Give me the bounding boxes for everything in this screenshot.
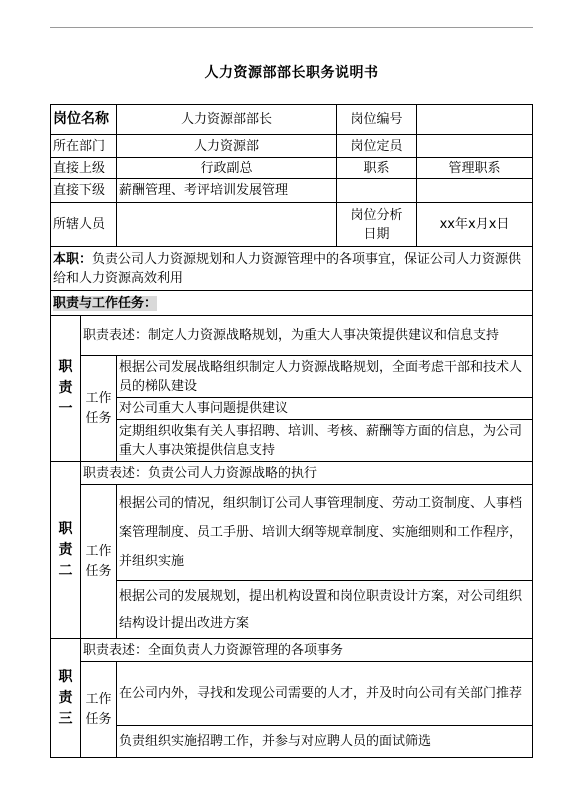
duty-2-label: 职责二	[51, 462, 81, 639]
duty-1-task-1-row	[51, 356, 533, 398]
duty-2-task-1: 根据公司的情况，组织制订公司人事管理制度、劳动工资制度、人事档案管理制度、员工手册、培训大纲等规章制度、实施细则和工作程序，并组织实施	[117, 485, 533, 581]
headcount-label: 岗位定员	[337, 135, 417, 158]
summary-cell	[51, 247, 533, 291]
analysis-date-label: 岗位分析日期	[337, 203, 417, 247]
duty-1-description: 职责表述：制定人力资源战略规划，为重大人事决策提供建议和信息支持	[81, 316, 533, 356]
document-title: 人力资源部部长职务说明书	[204, 65, 379, 81]
duty-3-label: 职责三	[51, 639, 81, 758]
department-label: 所在部门	[51, 135, 117, 158]
analysis-date-value: xx年x月x日	[417, 203, 533, 247]
job-family-value: 管理职系	[417, 158, 533, 179]
duty-2-task-label: 工作任务	[81, 485, 117, 639]
duty-1-task-label: 工作任务	[81, 356, 117, 462]
superior-value: 行政副总	[117, 158, 337, 179]
duty-3-task-label: 工作任务	[81, 662, 117, 758]
row-position-name	[51, 105, 533, 135]
duty-3-task-1-row	[51, 662, 533, 726]
row-superior	[51, 158, 533, 179]
duty-3-task-2-row	[51, 726, 533, 758]
row-staff	[51, 203, 533, 247]
row-summary	[51, 247, 533, 291]
staff-value	[117, 203, 337, 247]
staff-label: 所辖人员	[51, 203, 117, 247]
row-subordinate	[51, 179, 533, 203]
duty-1-task-1: 根据公司发展战略组织制定人力资源战略规划，全面考虑干部和技术人员的梯队建设	[117, 356, 533, 398]
duty-3-description: 职责表述：全面负责人力资源管理的各项事务	[81, 639, 533, 662]
subordinate-label: 直接下级	[51, 179, 117, 203]
position-code-value	[417, 105, 533, 135]
duty-1-task-2: 对公司重大人事问题提供建议	[117, 398, 533, 420]
duty-3-task-2: 负责组织实施招聘工作，并参与对应聘人员的面试筛选	[117, 726, 533, 758]
duty-2-task-2-row	[51, 581, 533, 639]
department-value: 人力资源部	[117, 135, 337, 158]
duty-1-task-2-row	[51, 398, 533, 420]
duty-1-label: 职责一	[51, 316, 81, 462]
row-department	[51, 135, 533, 158]
subordinate-value: 薪酬管理、考评培训发展管理	[117, 179, 337, 203]
position-name-label: 岗位名称	[51, 105, 117, 135]
duty-2-task-1-row	[51, 485, 533, 581]
duty-1-task-3: 定期组织收集有关人事招聘、培训、考核、薪酬等方面的信息，为公司重大人事决策提供信息支持	[117, 420, 533, 462]
header-rule	[50, 27, 533, 28]
job-family-label: 职系	[337, 158, 417, 179]
position-name-value: 人力资源部部长	[117, 105, 337, 135]
duty-2-task-2: 根据公司的发展规划，提出机构设置和岗位职责设计方案，对公司组织结构设计提出改进方案	[117, 581, 533, 639]
duties-header-cell	[51, 291, 533, 316]
duty-2-description-row	[51, 462, 533, 485]
duties-header: 职责与工作任务：	[53, 295, 158, 311]
summary-text: 负责公司人力资源规划和人力资源管理中的各项事宜，保证公司人力资源供给和人力资源高效利用	[53, 251, 522, 286]
superior-label: 直接上级	[51, 158, 117, 179]
duty-1-task-3-row	[51, 420, 533, 462]
duty-3-description-row	[51, 639, 533, 662]
headcount-value	[417, 135, 533, 158]
duty-1-description-row	[51, 316, 533, 356]
position-code-label: 岗位编号	[337, 105, 417, 135]
summary-label: 本职：	[53, 251, 93, 267]
row-duties-header	[51, 291, 533, 316]
job-description-table	[50, 104, 533, 758]
duty-3-task-1: 在公司内外，寻找和发现公司需要的人才，并及时向公司有关部门推荐	[117, 662, 533, 726]
duty-2-description: 职责表述：负责公司人力资源战略的执行	[81, 462, 533, 485]
